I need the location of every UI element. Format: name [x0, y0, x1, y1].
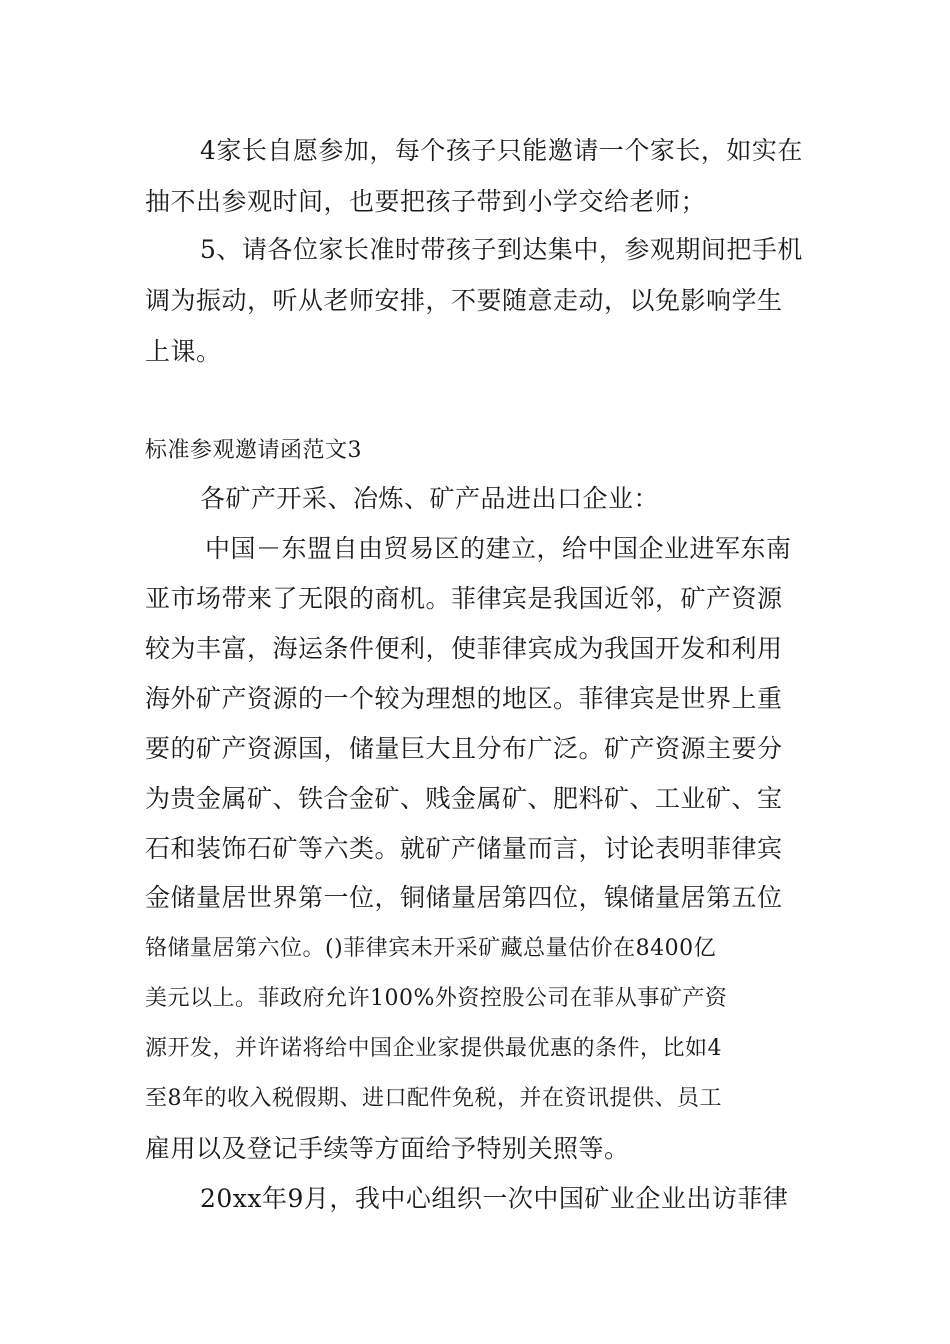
- paragraph-line: 金储量居世界第一位，铜储量居第四位，镍储量居第五位: [145, 883, 783, 912]
- paragraph-line: 铬储量居第六位。()菲律宾未开采矿藏总量估价在8400亿: [145, 936, 717, 961]
- paragraph-line: 源开发，并许诺将给中国企业家提供最优惠的条件，比如4: [145, 1036, 722, 1061]
- paragraph-line: 较为丰富，海运条件便利，使菲律宾成为我国开发和利用: [145, 634, 783, 663]
- paragraph-line: 石和装饰石矿等六类。就矿产储量而言，讨论表明菲律宾: [145, 834, 783, 863]
- paragraph-line: 要的矿产资源国，储量巨大且分布广泛。矿产资源主要分: [145, 734, 783, 763]
- paragraph-line: 至8年的收入税假期、进口配件免税，并在资讯提供、员工: [145, 1086, 722, 1111]
- paragraph-line: 5、请各位家长准时带孩子到达集中，参观期间把手机: [200, 235, 803, 264]
- paragraph-line: 调为振动，听从老师安排，不要随意走动，以免影响学生: [145, 286, 783, 315]
- paragraph-line: 抽不出参观时间，也要把孩子带到小学交给老师；: [145, 187, 707, 216]
- paragraph-line: 上课。: [145, 337, 222, 366]
- paragraph-line: 美元以上。菲政府允许100%外资控股公司在菲从事矿产资: [145, 986, 728, 1011]
- paragraph-line: 海外矿产资源的一个较为理想的地区。菲律宾是世界上重: [145, 684, 783, 713]
- paragraph-line: 4家长自愿参加，每个孩子只能邀请一个家长，如实在: [200, 136, 803, 165]
- salutation-line: 各矿产开采、冶炼、矿产品进出口企业：: [200, 484, 660, 513]
- paragraph-line: 中国－东盟自由贸易区的建立，给中国企业进军东南: [205, 534, 792, 563]
- paragraph-line: 亚市场带来了无限的商机。菲律宾是我国近邻，矿产资源: [145, 584, 783, 613]
- section-heading: 标准参观邀请函范文3: [145, 438, 362, 463]
- paragraph-line: 为贵金属矿、铁合金矿、贱金属矿、肥料矿、工业矿、宝: [145, 784, 783, 813]
- paragraph-line: 雇用以及登记手续等方面给予特别关照等。: [145, 1134, 630, 1163]
- paragraph-line: 20xx年9月，我中心组织一次中国矿业企业出访菲律: [200, 1184, 789, 1213]
